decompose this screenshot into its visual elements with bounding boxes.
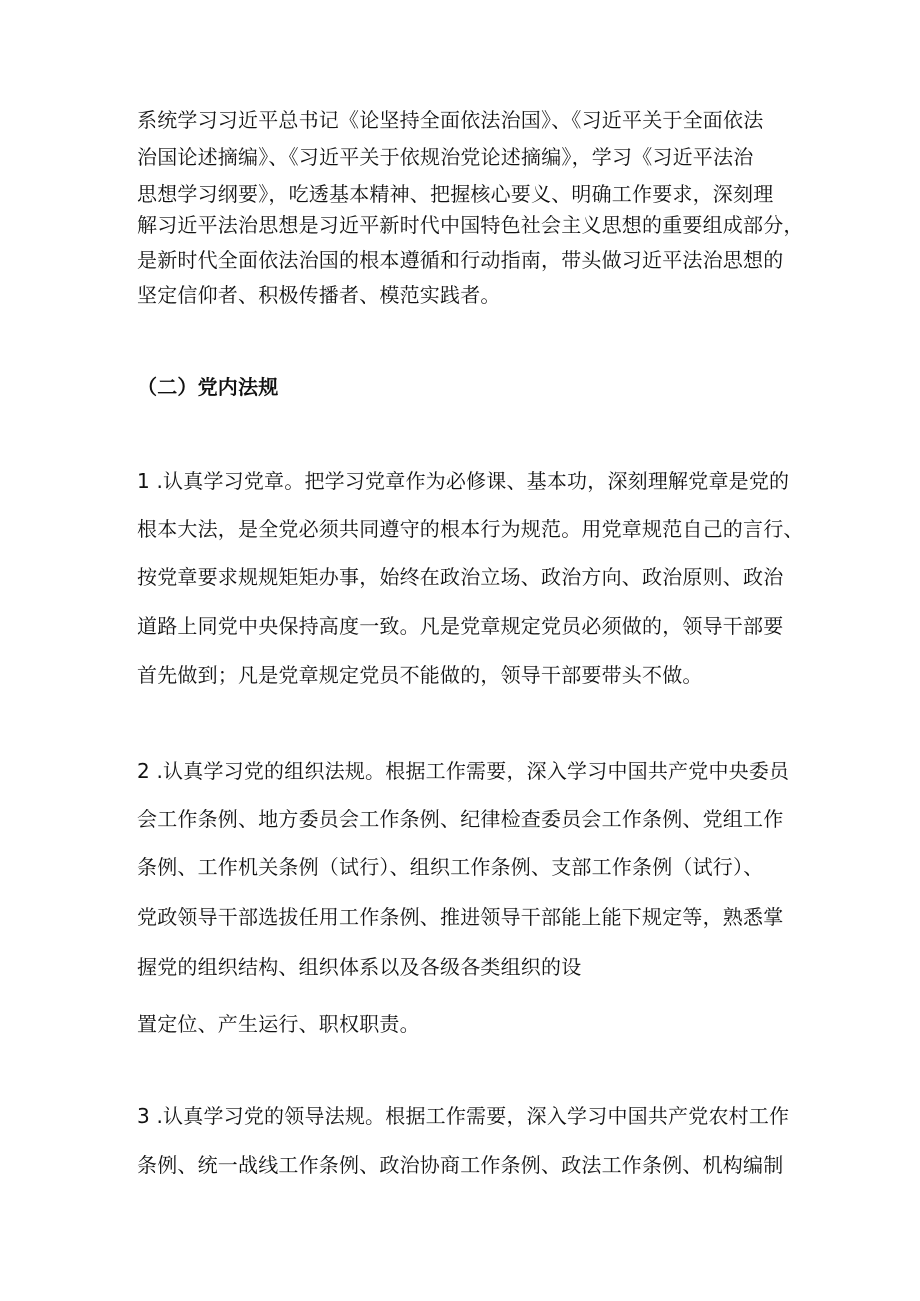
paragraph-line: 系统学习习近平总书记《论坚持全面依法治国》、《习近平关于全面依法 bbox=[137, 108, 764, 132]
paragraph-line: 首先做到；凡是党章规定党员不能做的，领导干部要带头不做。 bbox=[137, 663, 703, 687]
paragraph-line: 2 .认真学习党的组织法规。根据工作需要，深入学习中国共产党中央委员 bbox=[137, 759, 790, 783]
paragraph-line: 按党章要求规规矩矩办事，始终在政治立场、政治方向、政治原则、政治 bbox=[137, 565, 784, 589]
paragraph-line: 根本大法，是全党必须共同遵守的根本行为规范。用党章规范自己的言行、 bbox=[137, 517, 804, 541]
paragraph-line: 1 .认真学习党章。把学习党章作为必修课、基本功，深刻理解党章是党的 bbox=[137, 469, 790, 493]
paragraph-line: 解习近平法治思想是习近平新时代中国特色社会主义思想的重要组成部分， bbox=[137, 213, 804, 237]
paragraph-line: 条例、统一战线工作条例、政治协商工作条例、政法工作条例、机构编制 bbox=[137, 1153, 784, 1177]
paragraph-line: 道路上同党中央保持高度一致。凡是党章规定党员必须做的，领导干部要 bbox=[137, 614, 784, 638]
section-heading: （二）党内法规 bbox=[137, 375, 279, 399]
paragraph-line: 党政领导干部选拔任用工作条例、推进领导干部能上能下规定等，熟悉掌 bbox=[137, 905, 784, 929]
paragraph-line: 思想学习纲要》，吃透基本精神、把握核心要义、明确工作要求，深刻理 bbox=[137, 182, 774, 206]
paragraph-line: 置定位、产生运行、职权职责。 bbox=[137, 1012, 420, 1036]
paragraph-line: 坚定信仰者、积极传播者、模范实践者。 bbox=[137, 283, 501, 307]
paragraph-line: 是新时代全面依法治国的根本遵循和行动指南，带头做习近平法治思想的 bbox=[137, 248, 784, 272]
paragraph-line: 会工作条例、地方委员会工作条例、纪律检查委员会工作条例、党组工作 bbox=[137, 807, 784, 831]
paragraph-line: 3 .认真学习党的领导法规。根据工作需要，深入学习中国共产党农村工作 bbox=[137, 1104, 790, 1128]
paragraph-line: 条例、工作机关条例（试行）、组织工作条例、支部工作条例（试行）、 bbox=[137, 855, 764, 879]
paragraph-line: 握党的组织结构、组织体系以及各级各类组织的设 bbox=[137, 955, 582, 979]
paragraph-line: 治国论述摘编》、《习近平关于依规治党论述摘编》，学习《习近平法治 bbox=[137, 145, 754, 169]
